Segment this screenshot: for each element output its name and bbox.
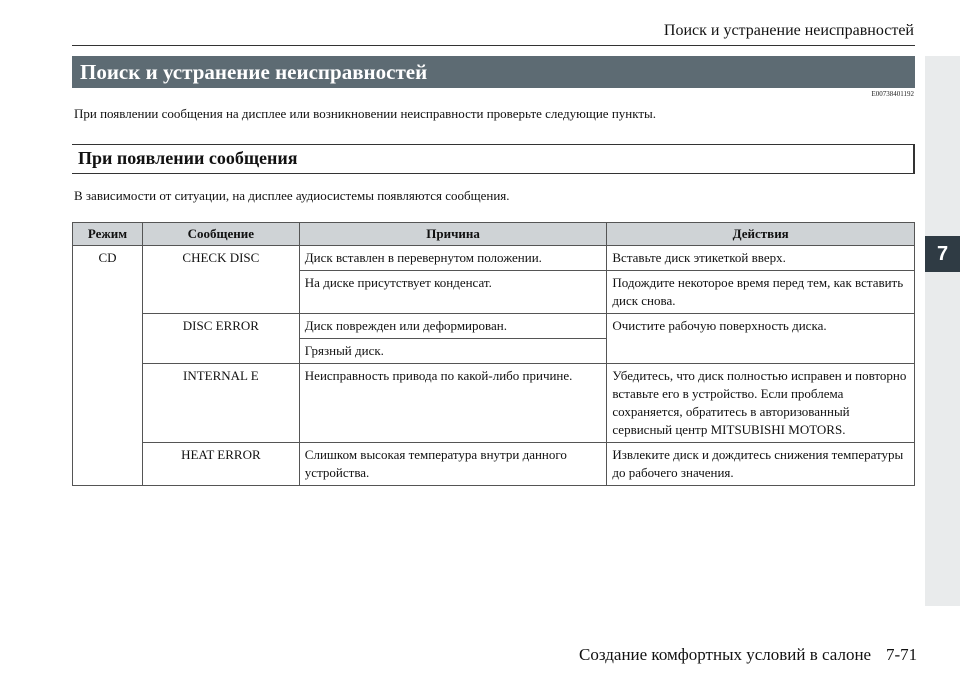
message-cell: INTERNAL E xyxy=(142,364,299,443)
lead-paragraph: В зависимости от ситуации, на дисплее аудиосистемы появляются сообщения. xyxy=(74,188,510,203)
message-cell: CHECK DISC xyxy=(142,246,299,314)
page-number: 7-71 xyxy=(886,645,918,664)
section-title: Поиск и устранение неисправностей xyxy=(80,60,428,84)
mode-cell: CD xyxy=(73,246,143,486)
message-cell: DISC ERROR xyxy=(142,314,299,364)
intro-paragraph: При появлении сообщения на дисплее или возникновении неисправности проверьте следующие пункты. xyxy=(74,106,657,121)
messages-table xyxy=(72,222,915,486)
cause-cell: На диске присутствует конденсат. xyxy=(299,271,607,314)
table-header-row xyxy=(73,223,915,246)
chapter-side-tab xyxy=(925,56,960,606)
table-row xyxy=(73,246,915,271)
subsection-title: При появлении сообщения xyxy=(78,148,298,168)
table-row xyxy=(73,364,915,443)
cause-cell: Неисправность привода по какой-либо причине. xyxy=(299,364,607,443)
message-cell: HEAT ERROR xyxy=(142,443,299,486)
column-header-action: Действия xyxy=(607,223,915,246)
cause-cell: Слишком высокая температура внутри данного устройства. xyxy=(299,443,607,486)
column-header-mode: Режим xyxy=(73,223,143,246)
chapter-number-badge: 7 xyxy=(925,236,960,272)
cause-cell: Грязный диск. xyxy=(299,339,607,364)
header-divider xyxy=(72,45,915,46)
action-cell: Вставьте диск этикеткой вверх. xyxy=(607,246,915,271)
footer-chapter-title: Создание комфортных условий в салоне xyxy=(579,645,872,664)
action-cell: Убедитесь, что диск полностью исправен и повторно вставьте его в устройство. Если проблема сохраняется, обратитесь в авторизованный сервисный центр MITSUBISHI MOTORS. xyxy=(607,364,915,443)
cause-cell: Диск поврежден или деформирован. xyxy=(299,314,607,339)
action-cell: Очистите рабочую поверхность диска. xyxy=(607,314,915,364)
table-row xyxy=(73,314,915,339)
subsection-header xyxy=(72,144,915,174)
action-cell: Извлеките диск и дождитесь снижения температуры до рабочего значения. xyxy=(607,443,915,486)
section-banner xyxy=(72,56,915,88)
document-code: E00738401192 xyxy=(871,90,914,98)
running-header: Поиск и устранение неисправностей xyxy=(663,22,914,39)
action-cell: Подождите некоторое время перед тем, как вставить диск снова. xyxy=(607,271,915,314)
column-header-cause: Причина xyxy=(299,223,607,246)
table-row xyxy=(73,443,915,486)
column-header-message: Сообщение xyxy=(142,223,299,246)
cause-cell: Диск вставлен в перевернутом положении. xyxy=(299,246,607,271)
